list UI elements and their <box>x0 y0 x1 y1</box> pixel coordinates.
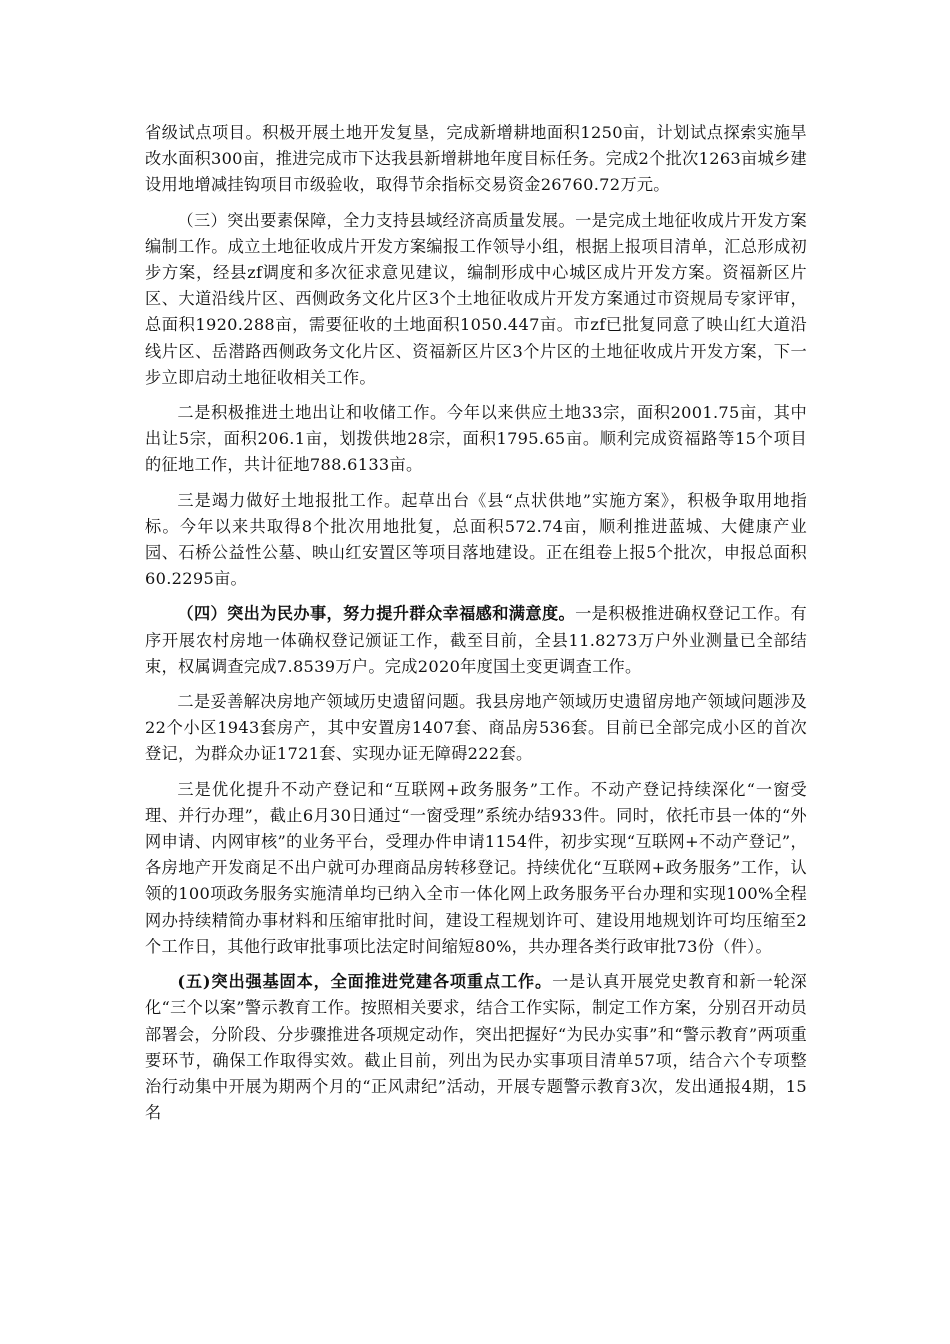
paragraph-registration-service <box>145 777 807 960</box>
paragraph-text: 一是积极推进确权登记工作。有序开展农村房地一体确权登记颁证工作，截至目前，全县11.8273万户外业测量已全部结束，权属调查完成7.8539万户。完成2020年度国土变更调查工作。 <box>145 604 807 676</box>
paragraph-land-supply <box>145 400 807 479</box>
paragraph-section-five <box>145 969 807 1126</box>
paragraph-text: 一是认真开展党史教育和新一轮深化“三个以案”警示教育工作。按照相关要求，结合工作实际，制定工作方案，分别召开动员部署会，分阶段、分步骤推进各项规定动作，突出把握好“为民办实事”和“警示教育”两项重要环节，确保工作取得实效。截止目前，列出为民办实事项目清单57项，结合六个专项整治行动集中开展为期两个月的“正风肃纪”活动，开展专题警示教育3次，发出通报4期，15名 <box>145 972 808 1123</box>
paragraph-text: 省级试点项目。积极开展土地开发复垦，完成新增耕地面积1250亩，计划试点探索实施旱改水面积300亩，推进完成市下达我县新增耕地年度目标任务。完成2个批次1263亩城乡建设用地增减挂钩项目市级验收，取得节余指标交易资金26760.72万元。 <box>145 123 807 195</box>
paragraph-text: （三）突出要素保障，全力支持县域经济高质量发展。一是完成土地征收成片开发方案编制工作。成立土地征收成片开发方案编报工作领导小组，根据上报项目清单，汇总形成初步方案，经县zf调度和多次征求意见建议，编制形成中心城区成片开发方案。资福新区片区、大道沿线片区、西侧政务文化片区3个土地征收成片开发方案通过市资规局专家评审，总面积1920.288亩，需要征收的土地面积1050.447亩。市zf已批复同意了映山红大道沿线片区、岳潜路西侧政务文化片区、资福新区片区3个片区的土地征收成片开发方案，下一步立即启动土地征收相关工作。 <box>145 210 807 387</box>
section-heading: （四）突出为民办事，努力提升群众幸福感和满意度。 <box>177 604 576 624</box>
paragraph-text: 三是竭力做好土地报批工作。起草出台《县“点状供地”实施方案》，积极争取用地指标。今年以来共取得8个批次用地批复，总面积572.74亩，顺利推进蓝城、大健康产业园、石桥公益性公墓、映山红安置区等项目落地建设。正在组卷上报5个批次，申报总面积60.2295亩。 <box>145 490 807 589</box>
paragraph-section-three <box>145 208 807 391</box>
paragraph-text: 二是妥善解决房地产领域历史遗留问题。我县房地产领域历史遗留房地产领域问题涉及22个小区1943套房产，其中安置房1407套、商品房536套。目前已全部完成小区的首次登记，为群众办证1721套、实现办证无障碍222套。 <box>145 692 807 764</box>
paragraph-text: 三是优化提升不动产登记和“互联网+政务服务”工作。不动产登记持续深化“一窗受理、并行办理”，截止6月30日通过“一窗受理”系统办结933件。同时，依托市县一体的“外网申请、内网审核”的业务平台，受理办件申请1154件，初步实现“互联网+不动产登记”，各房地产开发商足不出户就可办理商品房转移登记。持续优化“互联网+政务服务”工作，认领的100项政务服务实施清单均已纳入全市一体化网上政务服务平台办理和实现100%全程网办持续精简办事材料和压缩审批时间，建设工程规划许可、建设用地规划许可均压缩至2个工作日，其他行政审批事项比法定时间缩短80%，共办理各类行政审批73份（件）。 <box>145 779 807 956</box>
paragraph-continued <box>145 120 807 199</box>
document-page <box>145 120 807 1135</box>
paragraph-section-four <box>145 601 807 680</box>
paragraph-text: 二是积极推进土地出让和收储工作。今年以来供应土地33宗，面积2001.75亩，其中出让5宗，面积206.1亩，划拨供地28宗，面积1795.65亩。顺利完成资福路等15个项目的征地工作，共计征地788.6133亩。 <box>145 403 807 475</box>
paragraph-land-approval <box>145 488 807 593</box>
section-heading: (五)突出强基固本，全面推进党建各项重点工作。 <box>177 972 553 992</box>
paragraph-real-estate-history <box>145 689 807 768</box>
